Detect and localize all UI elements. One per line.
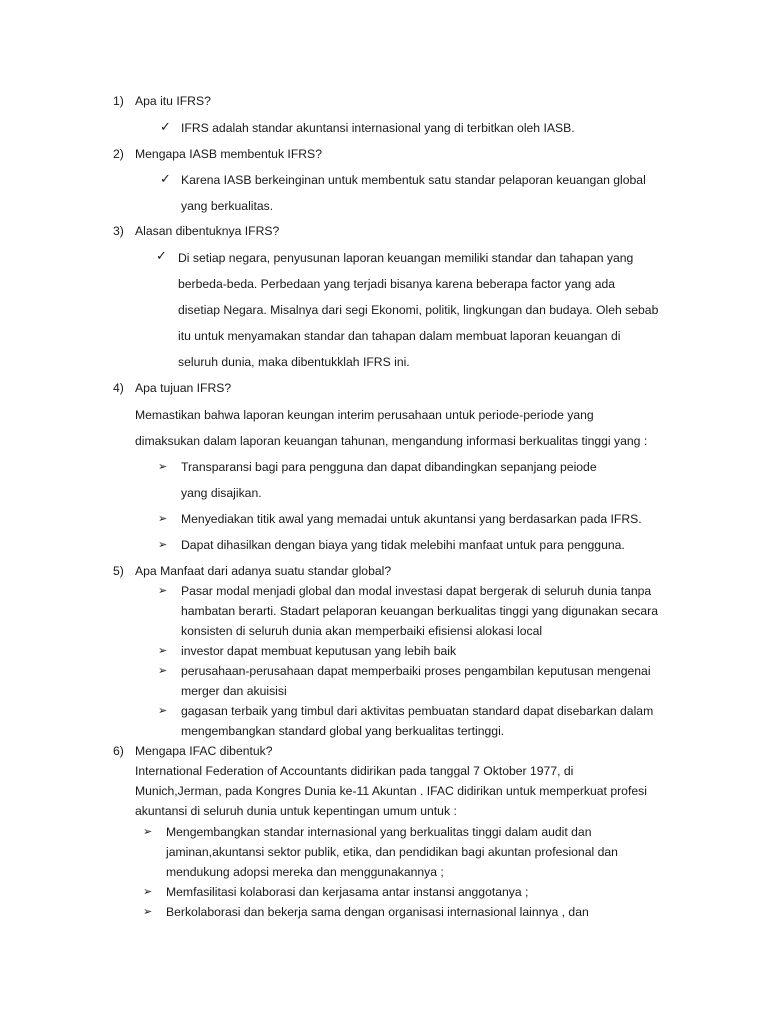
- arrow-bullet-icon: ➢: [158, 461, 168, 473]
- q3-question: Alasan dibentuknya IFRS?: [135, 224, 280, 238]
- q3-number: 3): [113, 224, 124, 238]
- q5-bullet-line: perusahaan-perusahaan dapat memperbaiki proses pengambilan keputusan mengenai: [181, 664, 651, 678]
- q5-bullet-line: hambatan berarti. Stadart pelaporan keuangan berkualitas tinggi yang digunakan secara: [181, 604, 658, 618]
- q6-bullet-line: mendukung adopsi mereka dan menggunakannya ;: [166, 865, 444, 879]
- q4-intro-line: Memastikan bahwa laporan keungan interim perusahaan untuk periode-periode yang: [135, 408, 594, 422]
- arrow-bullet-icon: ➢: [143, 826, 153, 838]
- arrow-bullet-icon: ➢: [158, 705, 168, 717]
- arrow-bullet-icon: ➢: [143, 886, 153, 898]
- q1-answer-line: IFRS adalah standar akuntansi internasional yang di terbitkan oleh IASB.: [181, 121, 575, 135]
- q6-bullet-line: jaminan,akuntansi sektor publik, etika, dan pendidikan bagi akuntan profesional dan: [166, 845, 618, 859]
- q2-answer-line: yang berkualitas.: [181, 199, 274, 213]
- q3-answer-line: disetiap Negara. Misalnya dari segi Ekonomi, politik, lingkungan dan budaya. Oleh sebab: [178, 303, 659, 317]
- q6-bullet-line: Memfasilitasi kolaborasi dan kerjasama antar instansi anggotanya ;: [166, 885, 529, 899]
- q4-bullet-line: Dapat dihasilkan dengan biaya yang tidak melebihi manfaat untuk para pengguna.: [181, 538, 625, 552]
- q5-bullet-line: mengembangkan standard global yang berkualitas tertinggi.: [181, 724, 505, 738]
- q2-answer-line: Karena IASB berkeinginan untuk membentuk satu standar pelaporan keuangan global: [181, 173, 646, 187]
- q6-number: 6): [113, 744, 124, 758]
- q5-bullet-line: Pasar modal menjadi global dan modal investasi dapat bergerak di seluruh dunia tanpa: [181, 584, 652, 598]
- q6-intro-line: International Federation of Accountants didirikan pada tanggal 7 Oktober 1977, di: [135, 764, 574, 778]
- q6-intro-line: akuntansi di seluruh dunia untuk kepentingan umum untuk :: [135, 804, 457, 818]
- q5-question: Apa Manfaat dari adanya suatu standar global?: [135, 564, 392, 578]
- q5-bullet-line: merger dan akuisisi: [181, 684, 287, 698]
- q4-bullet-line: Transparansi bagi para pengguna dan dapat dibandingkan sepanjang peiode: [181, 460, 597, 474]
- q3-answer-line: berbeda-beda. Perbedaan yang terjadi bisanya karena beberapa factor yang ada: [178, 277, 616, 291]
- q1-question: Apa itu IFRS?: [135, 94, 211, 108]
- q2-number: 2): [113, 147, 124, 161]
- q6-question: Mengapa IFAC dibentuk?: [135, 744, 273, 758]
- q5-bullet-line: gagasan terbaik yang timbul dari aktivitas pembuatan standard dapat disebarkan dalam: [181, 704, 654, 718]
- arrow-bullet-icon: ➢: [158, 585, 168, 597]
- q1-number: 1): [113, 94, 124, 108]
- q6-bullet-line: Berkolaborasi dan bekerja sama dengan organisasi internasional lainnya , dan: [166, 905, 589, 919]
- q6-intro-line: Munich,Jerman, pada Kongres Dunia ke-11 Akuntan . IFAC didirikan untuk memperkuat profesi: [135, 784, 647, 798]
- check-icon: ✓: [160, 171, 171, 186]
- q5-bullet-line: investor dapat membuat keputusan yang lebih baik: [181, 644, 457, 658]
- q4-intro-line: dimaksukan dalam laporan keuangan tahunan, mengandung informasi berkualitas tinggi yang :: [135, 434, 648, 448]
- q3-answer-line: itu untuk menyamakan standar dan tahapan dalam membuat laporan keuangan di: [178, 329, 621, 343]
- check-icon: ✓: [160, 119, 171, 134]
- q3-answer-line: Di setiap negara, penyusunan laporan keuangan memiliki standar dan tahapan yang: [178, 251, 634, 265]
- arrow-bullet-icon: ➢: [158, 645, 168, 657]
- q5-bullet-line: konsisten di seluruh dunia akan memperbaiki efisiensi alokasi local: [181, 624, 543, 638]
- arrow-bullet-icon: ➢: [158, 513, 168, 525]
- q4-bullet-line: Menyediakan titik awal yang memadai untuk akuntansi yang berdasarkan pada IFRS.: [181, 512, 642, 526]
- check-icon: ✓: [156, 248, 167, 263]
- q4-bullet-line: yang disajikan.: [181, 486, 262, 500]
- q5-number: 5): [113, 564, 124, 578]
- arrow-bullet-icon: ➢: [143, 906, 153, 918]
- arrow-bullet-icon: ➢: [158, 665, 168, 677]
- arrow-bullet-icon: ➢: [158, 539, 168, 551]
- q3-answer-line: seluruh dunia, maka dibentukklah IFRS ini.: [178, 355, 410, 369]
- q2-question: Mengapa IASB membentuk IFRS?: [135, 147, 322, 161]
- q4-number: 4): [113, 381, 124, 395]
- q4-question: Apa tujuan IFRS?: [135, 381, 232, 395]
- q6-bullet-line: Mengembangkan standar internasional yang berkualitas tinggi dalam audit dan: [166, 825, 592, 839]
